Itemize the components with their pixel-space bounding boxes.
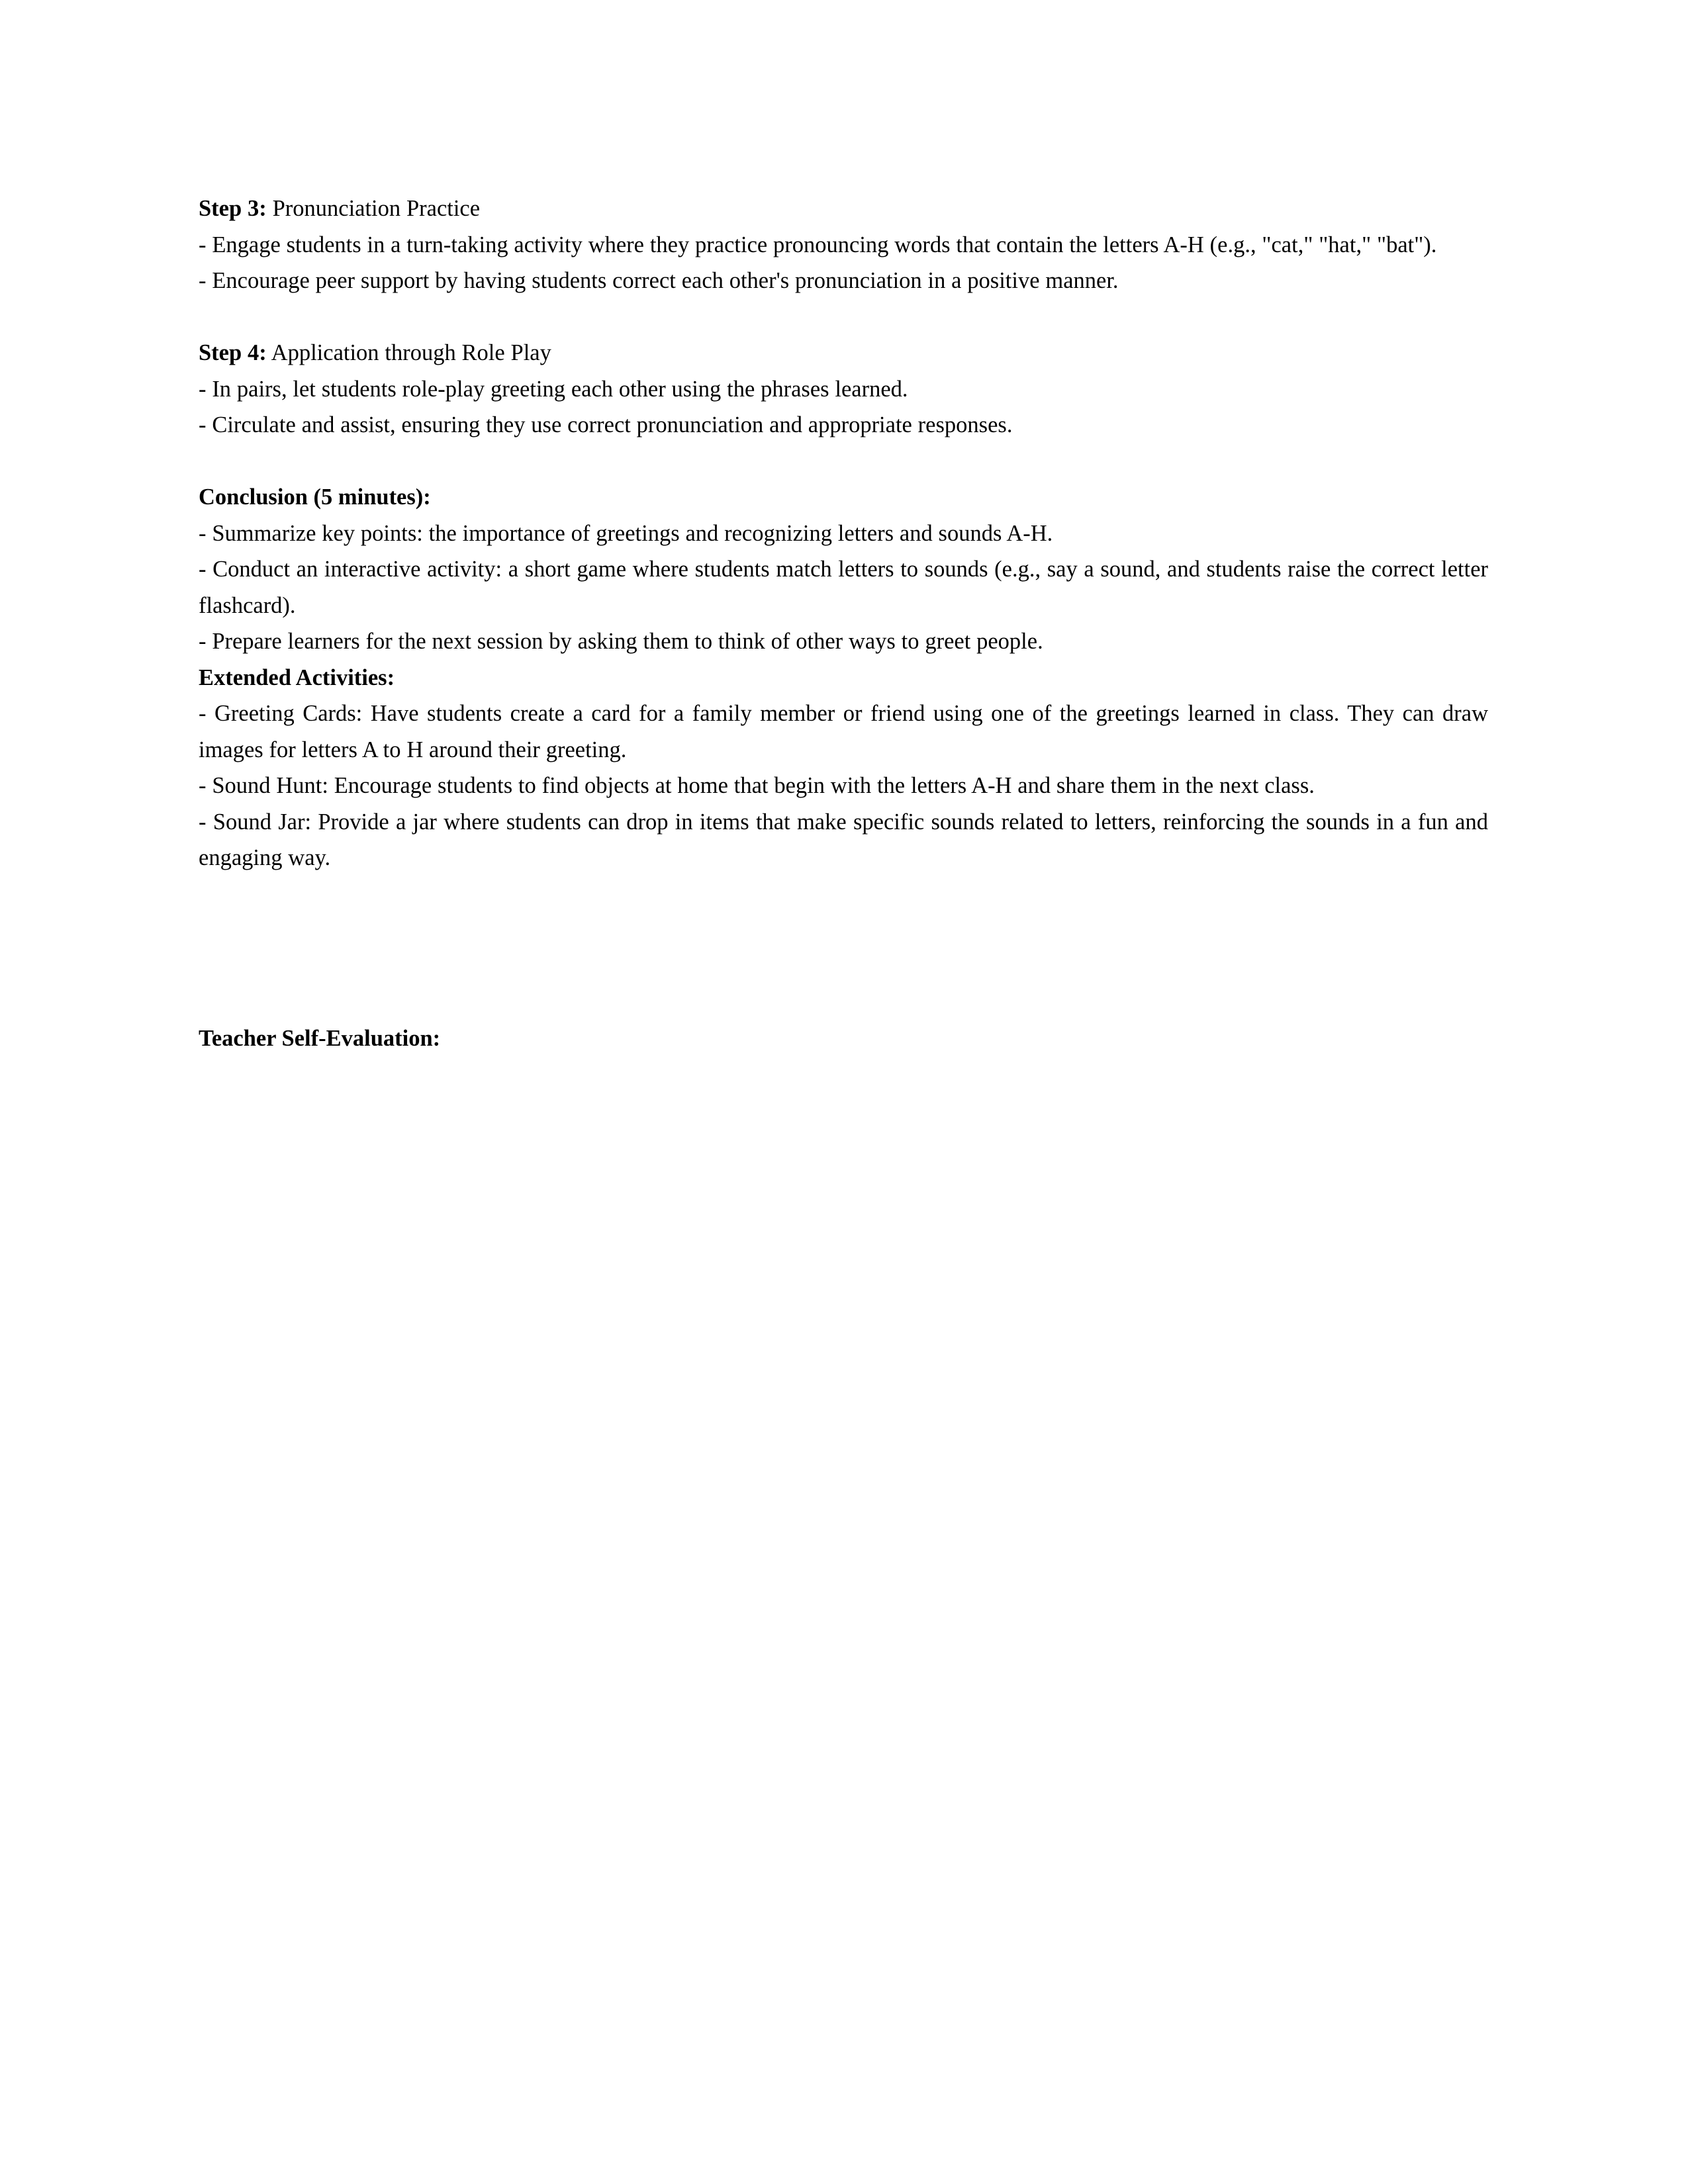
step-3-label: Step 3: [199, 196, 267, 221]
step-4-title: Application through Role Play [266, 340, 551, 365]
step-3-bullet-1: - Engage students in a turn-taking activity where they practice pronouncing words that contain the letters A-H (e.g., "cat," "hat," "bat"). [199, 232, 1437, 257]
step-3-heading-line [199, 191, 1488, 227]
step-3-title: Pronunciation Practice [266, 196, 481, 221]
extended-activities-bullet-3: - Sound Jar: Provide a jar where students can drop in items that make specific sounds related to letters, reinforcing the sounds in a fun and engaging way. [199, 809, 1488, 870]
section-step-4 [199, 335, 1488, 443]
step-4-bullet-2: - Circulate and assist, ensuring they use correct pronunciation and appropriate responses. [199, 412, 1013, 437]
section-teacher-self-evaluation [199, 1021, 1488, 1057]
extended-activities-label: Extended Activities: [199, 664, 395, 690]
spacer-after-step-3 [199, 299, 1488, 336]
teacher-self-evaluation-label: Teacher Self-Evaluation: [199, 1025, 441, 1051]
section-step-3 [199, 191, 1488, 299]
step-4-heading-line [199, 335, 1488, 371]
document-body [199, 191, 1488, 1056]
step-4-bullet-1: - In pairs, let students role-play greeting each other using the phrases learned. [199, 376, 908, 402]
step-3-bullet-2: - Encourage peer support by having students correct each other's pronunciation in a positive manner. [199, 268, 1119, 293]
spacer-after-step-4 [199, 443, 1488, 480]
conclusion-label: Conclusion (5 minutes): [199, 484, 431, 510]
section-extended-activities [199, 660, 1488, 876]
extended-activities-bullet-2: - Sound Hunt: Encourage students to find objects at home that begin with the letters A-H and share them in the next class. [199, 773, 1315, 798]
conclusion-bullet-3: - Prepare learners for the next session by asking them to think of other ways to greet people. [199, 629, 1043, 654]
step-4-label: Step 4: [199, 340, 267, 365]
conclusion-bullet-1: - Summarize key points: the importance of greetings and recognizing letters and sounds A-H. [199, 520, 1053, 546]
conclusion-bullet-2: - Conduct an interactive activity: a short game where students match letters to sounds (e.g., say a sound, and students raise the correct letter flashcard). [199, 557, 1488, 618]
section-conclusion [199, 479, 1488, 660]
extended-activities-bullet-1: - Greeting Cards: Have students create a card for a family member or friend using one of the greetings learned in class. They can draw images for letters A to H around their greeting. [199, 701, 1488, 762]
spacer-before-teacher-self-evaluation [199, 876, 1488, 1021]
